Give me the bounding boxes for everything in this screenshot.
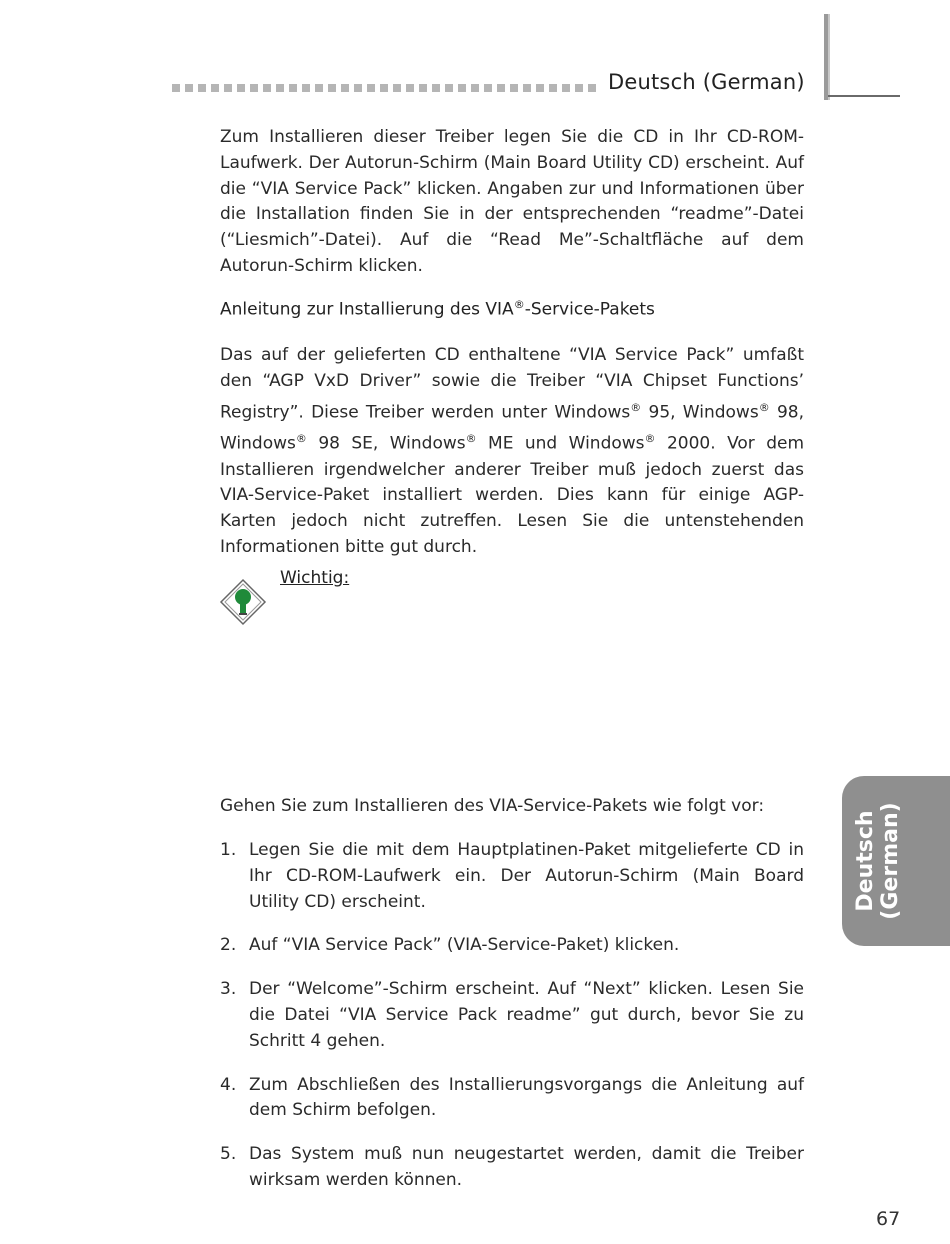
description-part-2: 95, Windows [641,402,759,423]
section-heading-prefix: Anleitung zur Installierung des VIA [220,299,514,320]
description-part-6: 2000. Vor dem Installieren irgendwelcher anderer Treiber muß jedoch zuerst das VIA-Service-Paket installiert werden. Dies kann für einige AGP-Karten jedoch nicht zutreffen. Lesen Sie die untenstehenden Informationen bitte gut durch. [220,433,804,557]
side-tab-line-2: (German) [878,802,903,920]
important-label: Wichtig: [280,568,350,588]
step-text: Legen Sie die mit dem Hauptplatinen-Paket mitgelieferte CD in Ihr CD-ROM-Laufwerk ein. Der Autorun-Schirm (Main Board Utility CD) erscheint. [249,840,804,912]
steps-list [220,838,804,1212]
steps-intro-text: Gehen Sie zum Installieren des VIA-Service-Pakets wie folgt vor: [220,796,765,816]
steps-intro [220,794,804,820]
registered-mark: ® [465,432,477,446]
intro-text: Zum Installieren dieser Treiber legen Sie die CD in Ihr CD-ROM-Laufwerk. Der Autorun-Schirm (Main Board Utility CD) erscheint. Auf die “VIA Service Pack” klicken. Angaben zur und Informationen über die Installation finden Sie in der entsprechenden “readme”-Datei (“Liesmich”-Datei). Auf die “Read Me”-Schaltfläche auf dem Autorun-Schirm klicken. [220,127,804,276]
step-number: 1. [220,840,237,860]
step-text: Auf “VIA Service Pack” (VIA-Service-Paket) klicken. [249,935,680,956]
step-text: Zum Abschließen des Installierungsvorgangs die Anleitung auf dem Schirm befolgen. [249,1074,804,1121]
intro-paragraph [220,125,804,280]
registered-mark: ® [295,432,307,446]
description-part-3: 98, Windows [220,402,804,454]
side-tab-text [853,802,903,919]
registered-mark: ® [513,298,525,311]
step-text: Der “Welcome”-Schirm erscheint. Auf “Next” klicken. Lesen Sie die Datei “VIA Service Pack readme” gut durch, bevor Sie zu Schritt 4 gehen. [249,979,804,1051]
step-text: Das System muß nun neugestartet werden, damit die Treiber wirksam werden können. [249,1144,804,1190]
description-paragraph [220,343,804,561]
list-item [220,933,804,959]
corner-mark-horizontal [828,95,900,97]
list-item [220,977,804,1054]
list-item [220,1073,804,1125]
side-tab-line-1: Deutsch [853,810,878,912]
header-title: Deutsch (German) [608,70,805,94]
registered-mark: ® [758,400,770,414]
step-number: 2. [220,935,237,956]
description-text [220,343,804,561]
step-number: 5. [220,1144,237,1165]
description-part-5: ME und Windows [476,433,645,454]
step-number: 4. [220,1074,237,1095]
step-number: 3. [220,979,237,1000]
lightbulb-warning-icon [219,578,267,626]
registered-mark: ® [630,400,642,414]
registered-mark: ® [644,432,656,446]
corner-mark-vertical-shade [828,14,830,100]
list-item [220,1142,804,1194]
description-part-4: 98 SE, Windows [306,433,466,454]
header-dotted-rule [172,84,596,92]
list-item [220,838,804,915]
section-heading [220,298,655,320]
page-number: 67 [876,1208,901,1230]
section-heading-suffix: -Service-Pakets [524,299,655,320]
description-part-1: Das auf der gelieferten CD enthaltene “VIA Service Pack” umfaßt den “AGP VxD Driver” sowie die Treiber “VIA Chipset Functions’ Registry”. Diese Treiber werden unter Windows [220,345,804,423]
